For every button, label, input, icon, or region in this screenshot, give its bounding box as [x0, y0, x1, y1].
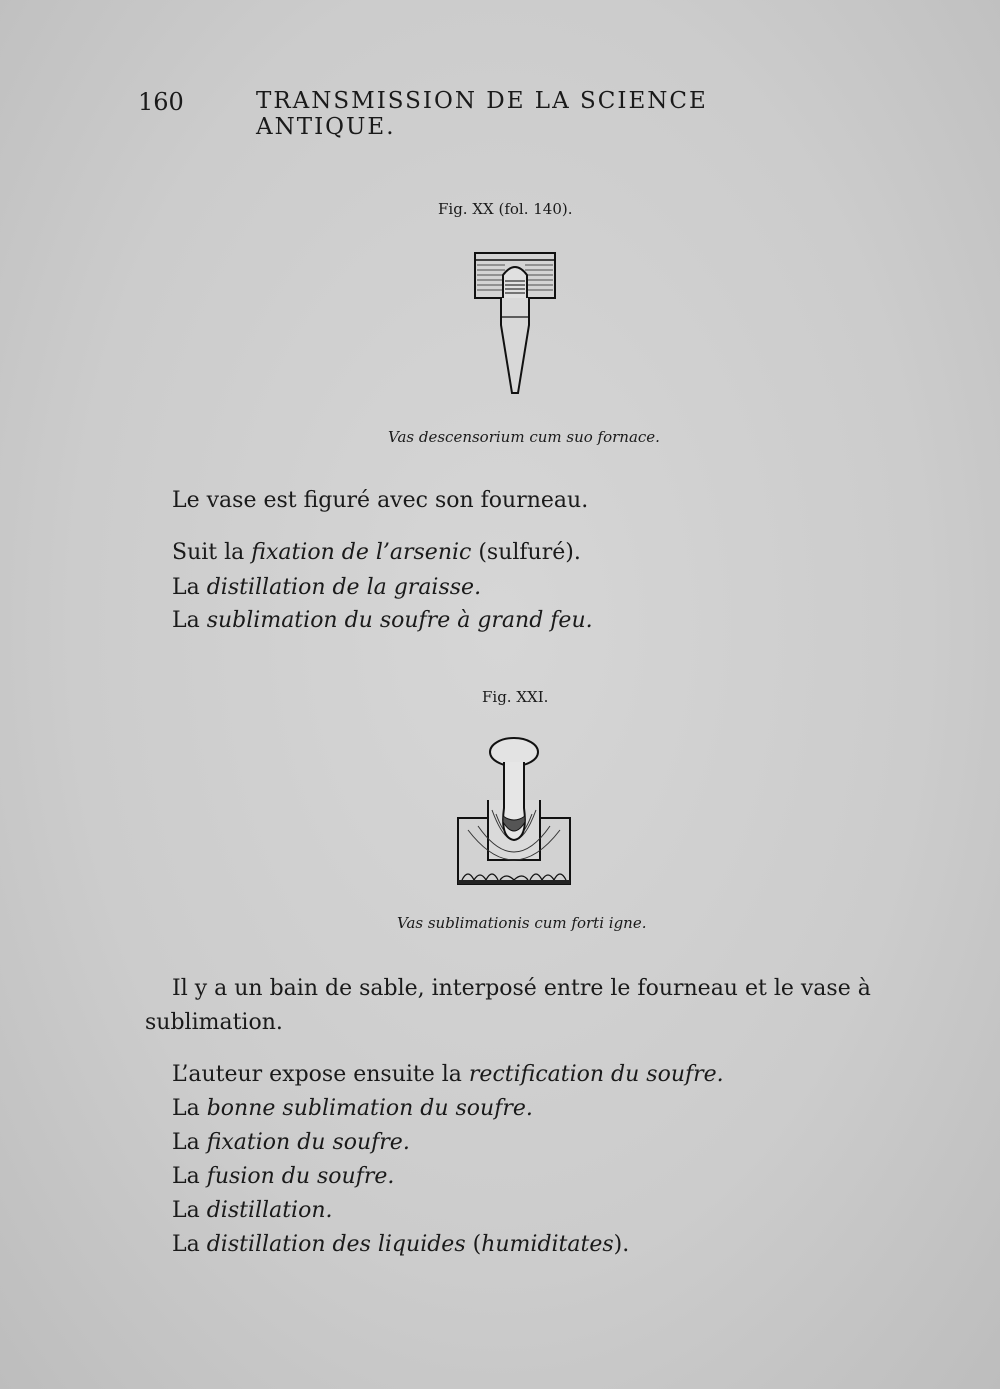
figure-20-legend: Vas descensorium cum suo fornace.: [388, 428, 660, 446]
page-header: [138, 88, 778, 140]
text-line: Suit la fixation de l’arsenic (sulfuré).: [172, 540, 581, 565]
text-line: La bonne sublimation du soufre.: [172, 1096, 533, 1121]
figure-21-legend: Vas sublimationis cum forti igne.: [397, 914, 647, 932]
descensorium-vessel-illustration: [465, 245, 565, 400]
text-line: La distillation de la graisse.: [172, 575, 482, 600]
text-line: La fusion du soufre.: [172, 1164, 395, 1189]
text-line: La fixation du soufre.: [172, 1130, 410, 1155]
sublimation-vessel-illustration: [448, 730, 578, 890]
text-line: sublimation.: [145, 1010, 283, 1035]
running-title: TRANSMISSION DE LA SCIENCE ANTIQUE.: [256, 88, 708, 140]
text-line: L’auteur expose ensuite la rectification du soufre.: [172, 1062, 724, 1087]
text-line: La sublimation du soufre à grand feu.: [172, 608, 593, 633]
text-line: La distillation.: [172, 1198, 333, 1223]
figure-20-caption: Fig. XX (fol. 140).: [438, 200, 573, 218]
text-line: La distillation des liquides (humiditates).: [172, 1232, 630, 1257]
text-line: Il y a un bain de sable, interposé entre le fourneau et le vase à: [172, 976, 871, 1001]
page-number: 160: [138, 88, 184, 116]
figure-21-caption: Fig. XXI.: [482, 688, 549, 706]
text-line: Le vase est figuré avec son fourneau.: [172, 488, 589, 513]
